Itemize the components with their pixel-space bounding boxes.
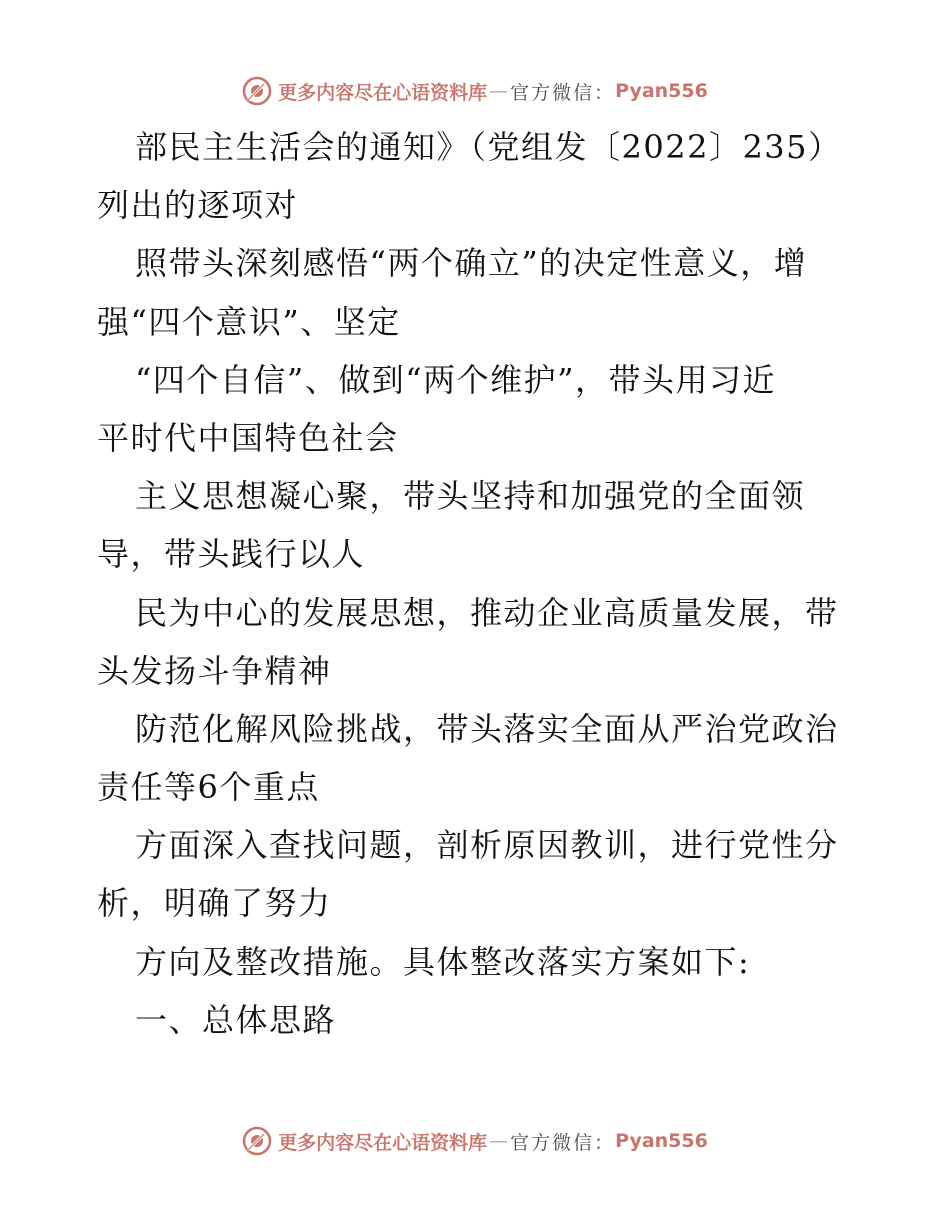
header-watermark <box>0 71 950 111</box>
body-text-line: 方向及整改措施。具体整改落实方案如下: <box>135 942 751 981</box>
body-text-line: 强“四个意识”、坚定 <box>97 302 401 341</box>
watermark-official-label: 官方微信： <box>510 1131 616 1154</box>
body-text-line: 析，明确了努力 <box>97 884 332 923</box>
document-body <box>97 118 857 1049</box>
watermark-main-text: 更多内容尽在心语资料库 <box>278 81 488 104</box>
body-text-line: 方面深入查找问题，剖析原因教训，进行党性分 <box>135 826 839 865</box>
body-text-line: 民为中心的发展思想，推动企业高质量发展，带 <box>135 593 839 632</box>
watermark-separator: — <box>489 80 509 102</box>
body-text-line: 一、总体思路 <box>135 1000 337 1039</box>
body-text-line: 导，带头践行以人 <box>97 535 366 574</box>
body-text-line: 部民主生活会的通知》（党组发〔2022〕235） <box>135 128 842 166</box>
watermark-separator: — <box>489 1130 509 1152</box>
body-text-line: 责任等6个重点 <box>97 768 320 807</box>
body-text-line: “四个自信”、做到“两个维护”，带头用习近 <box>135 360 776 399</box>
body-text-line: 平时代中国特色社会 <box>97 418 399 457</box>
body-text-line: 照带头深刻感悟“两个确立”的决定性意义，增 <box>135 244 808 283</box>
watermark-main-text: 更多内容尽在心语资料库 <box>278 1131 488 1154</box>
watermark-wechat-id: Pyan556 <box>615 1130 708 1152</box>
body-text-line: 防范化解风险挑战，带头落实全面从严治党政治 <box>135 709 839 748</box>
body-text-line: 主义思想凝心聚，带头坚持和加强党的全面领 <box>135 477 806 516</box>
seal-pen-icon <box>242 76 272 106</box>
seal-pen-icon <box>242 1126 272 1156</box>
watermark-wechat-id: Pyan556 <box>615 80 708 102</box>
footer-watermark <box>0 1121 950 1161</box>
body-text-line: 列出的逐项对 <box>97 186 299 225</box>
body-text-line: 头发扬斗争精神 <box>97 651 332 690</box>
watermark-official-label: 官方微信： <box>510 81 616 104</box>
